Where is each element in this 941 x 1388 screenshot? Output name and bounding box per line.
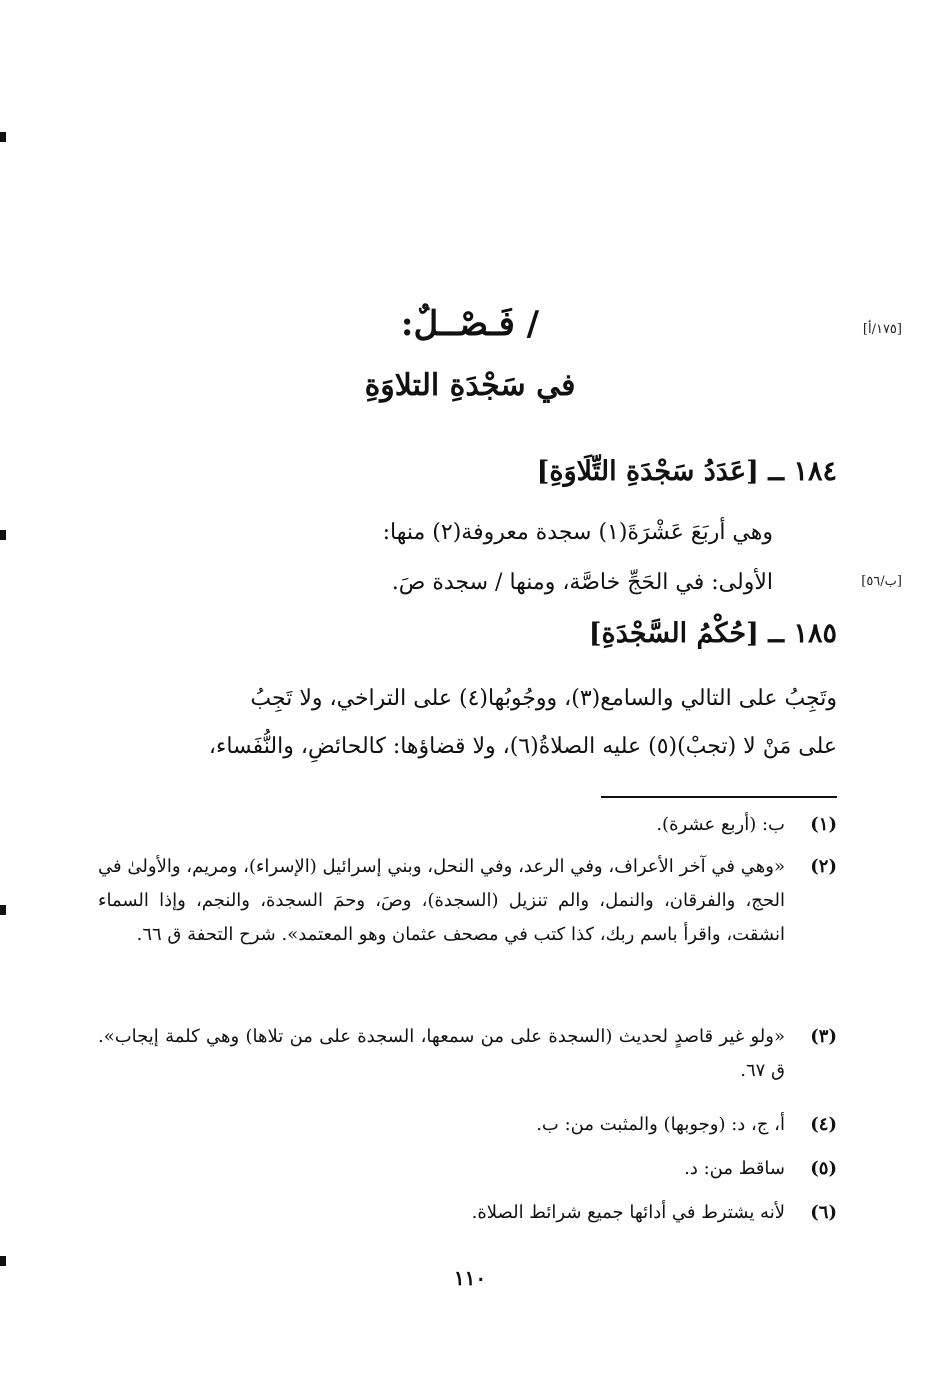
footnote-text: «وهي في آخر الأعراف، وفي الرعد، وفي النحل، وبني إسرائيل (الإسراء)، ومريم، والأولىٰ في الحج، والفرقان، والنمل، والم تنزيل (السجدة)، وصَ، وحمَ السجدة، والنجم، وإذا السماء انشقت، واقرأ باسم ربك، كذا كتب في مصحف عثمان وهو المعتمد». شرح التحفة ق ٦٦.: [98, 856, 785, 945]
footnote-text: «ولو غير قاصدٍ لحديث (السجدة على من سمعها، السجدة على من تلاها) وهي كلمة إيجاب». ق ٦٧.: [98, 1026, 785, 1081]
footnote: [98, 850, 837, 952]
footnote-text: لأنه يشترط في أدائها جميع شرائط الصلاة.: [471, 1202, 785, 1223]
footnote-number: (٥): [810, 1158, 837, 1179]
chapter-title: / فَـصْــلٌ:: [400, 304, 540, 344]
footnote: [98, 808, 837, 842]
scan-edge-mark: [0, 530, 6, 540]
footnote-number: (٦): [810, 1202, 837, 1223]
text-line: [153, 558, 773, 608]
footnote-number: (٤): [810, 1114, 837, 1135]
footnote: [98, 1108, 837, 1142]
footnote: [98, 1196, 837, 1230]
footnote-text: ساقط من: د.: [684, 1158, 785, 1179]
footnote-number: (٣): [810, 1026, 837, 1047]
text-line: وتَجِبُ على التالي والسامع(٣)، ووجُوبُها(٤) على التراخي، ولا تَجِبُ: [250, 686, 837, 711]
scan-edge-mark: [0, 1256, 6, 1266]
chapter-subtitle: في سَجْدَةِ التلاوَةِ: [364, 368, 576, 403]
footnote: [98, 1152, 837, 1186]
footnote-separator: [601, 796, 837, 798]
margin-reference-folio: [١٧٥/أ]: [862, 322, 902, 337]
text-line: على مَنْ لا (تجبْ)(٥) عليه الصلاةُ(٦)، ولا قضاؤها: كالحائضِ، والنُّفَساء،: [208, 734, 837, 759]
scan-edge-mark: [0, 132, 6, 142]
section-heading-185: ١٨٥ ــ [حُكْمُ السَّجْدَةِ]: [588, 618, 837, 649]
footnote-number: (٢): [810, 856, 837, 877]
footnote: [98, 1020, 837, 1088]
scan-edge-mark: [0, 905, 6, 915]
footnote-number: (١): [810, 814, 837, 835]
footnote-text: ب: (أربع عشرة).: [656, 814, 785, 835]
margin-reference-folio: [ب/٥٦]: [861, 574, 902, 589]
page-number: ١١٠: [453, 1266, 487, 1290]
text-line-content: الأولى: في الحَجِّ خاصَّة، ومنها / سجدة صَ.: [391, 570, 773, 595]
section-heading-184: ١٨٤ ــ [عَدَدُ سَجْدَةِ التِّلَاوَةِ]: [536, 456, 837, 487]
text-line: وهي أربَعَ عَشْرَةَ(١) سجدة معروفة(٢) منها:: [382, 520, 773, 545]
footnote-text: أ، ج، د: (وجوبها) والمثبت من: ب.: [536, 1114, 785, 1135]
